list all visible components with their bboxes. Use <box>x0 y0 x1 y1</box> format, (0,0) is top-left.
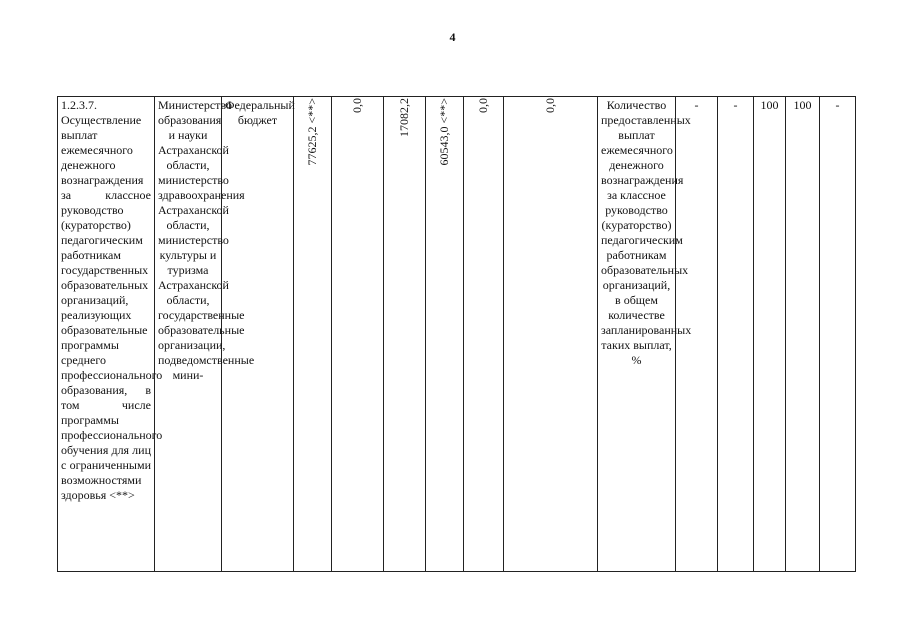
value-year2-cell <box>384 97 426 572</box>
program-table <box>57 96 856 572</box>
target-value-1: - <box>694 98 699 112</box>
value-year5: 0,0 <box>543 98 557 113</box>
value-year3-cell <box>426 97 464 572</box>
target-value-3: 100 <box>760 98 779 112</box>
target-cell-2 <box>718 97 754 572</box>
indicator-text: Количество предоставленных выплат ежемесячного денежного вознаграждения за классное руководство (кураторство) педагогическим работникам образовательных организаций, в общем количестве запланированных таких выплат, % <box>601 98 692 367</box>
executors-cell <box>155 97 255 572</box>
indicator-cell <box>598 97 692 572</box>
value-year3: 60543,0 <**> <box>437 98 451 166</box>
target-cell-4 <box>786 97 820 572</box>
funding-source-text: Федеральный бюджет <box>225 98 295 127</box>
target-value-2: - <box>733 98 738 112</box>
value-total: 77625,2 <**> <box>305 98 319 166</box>
activity-text: 1.2.3.7. Осуществление выплат ежемесячного денежного вознаграждения за классное руководство (кураторство) педагогическим работникам государственных образовательных организаций, реализующих образовательные программы среднего профессионального образования, в том числе программы профессионального обучения для лиц с ограниченными возможностями здоровья <**> <box>61 98 163 502</box>
value-year4-cell <box>464 97 504 572</box>
value-year1-cell <box>332 97 384 572</box>
target-value-5: - <box>835 98 840 112</box>
value-year4: 0,0 <box>476 98 490 113</box>
table-row <box>58 97 856 572</box>
value-year5-cell <box>504 97 598 572</box>
target-cell-5 <box>820 97 856 572</box>
value-year1: 0,0 <box>350 98 364 113</box>
executors-text: Министерство образования и науки Астраханской области, министерство здравоохранения Астраханской области, министерство культуры и туризма Астраханской области, государственные образовательные организации, подведомственные мини- <box>158 98 255 382</box>
value-total-cell <box>294 97 332 572</box>
target-cell-3 <box>754 97 786 572</box>
target-value-4: 100 <box>793 98 812 112</box>
page-number: 4 <box>449 30 456 44</box>
value-year2: 17082,2 <box>397 98 411 137</box>
activity-cell <box>58 97 163 572</box>
